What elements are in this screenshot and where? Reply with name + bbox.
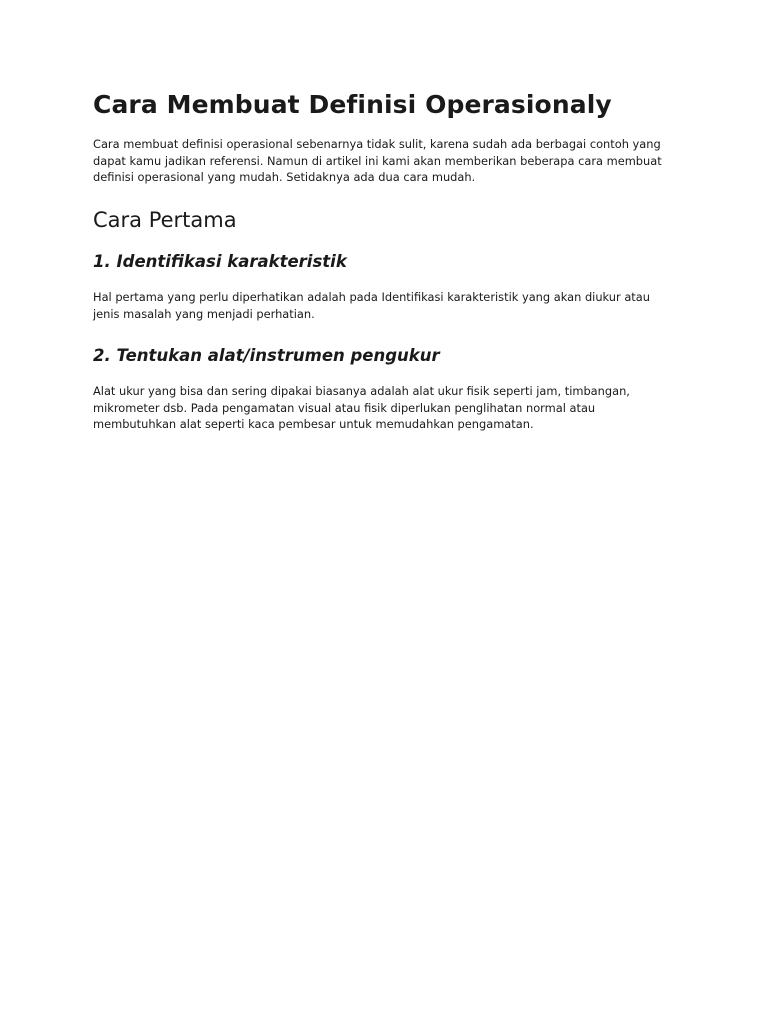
subsection-heading-1: 1. Identifikasi karakteristik	[93, 252, 347, 271]
section-heading: Cara Pertama	[93, 208, 237, 232]
subsection-paragraph-1: Hal pertama yang perlu diperhatikan adalah pada Identifikasi karakteristik yang akan diukur atau jenis masalah yang menjadi perhatian.	[93, 290, 650, 321]
subsection-paragraph-2: Alat ukur yang bisa dan sering dipakai biasanya adalah alat ukur fisik seperti jam, timbangan, mikrometer dsb. Pada pengamatan visual atau fisik diperlukan penglihatan normal atau membutuhkan alat seperti kaca pembesar untuk memudahkan pengamatan.	[93, 384, 630, 431]
subsection-heading-2: 2. Tentukan alat/instrumen pengukur	[93, 346, 440, 365]
page-title: Cara Membuat Definisi Operasionaly	[93, 90, 612, 119]
intro-paragraph: Cara membuat definisi operasional sebenarnya tidak sulit, karena sudah ada berbagai contoh yang dapat kamu jadikan referensi. Namun di artikel ini kami akan memberikan beberapa cara membuat definisi operasional yang mudah. Setidaknya ada dua cara mudah.	[93, 137, 662, 184]
